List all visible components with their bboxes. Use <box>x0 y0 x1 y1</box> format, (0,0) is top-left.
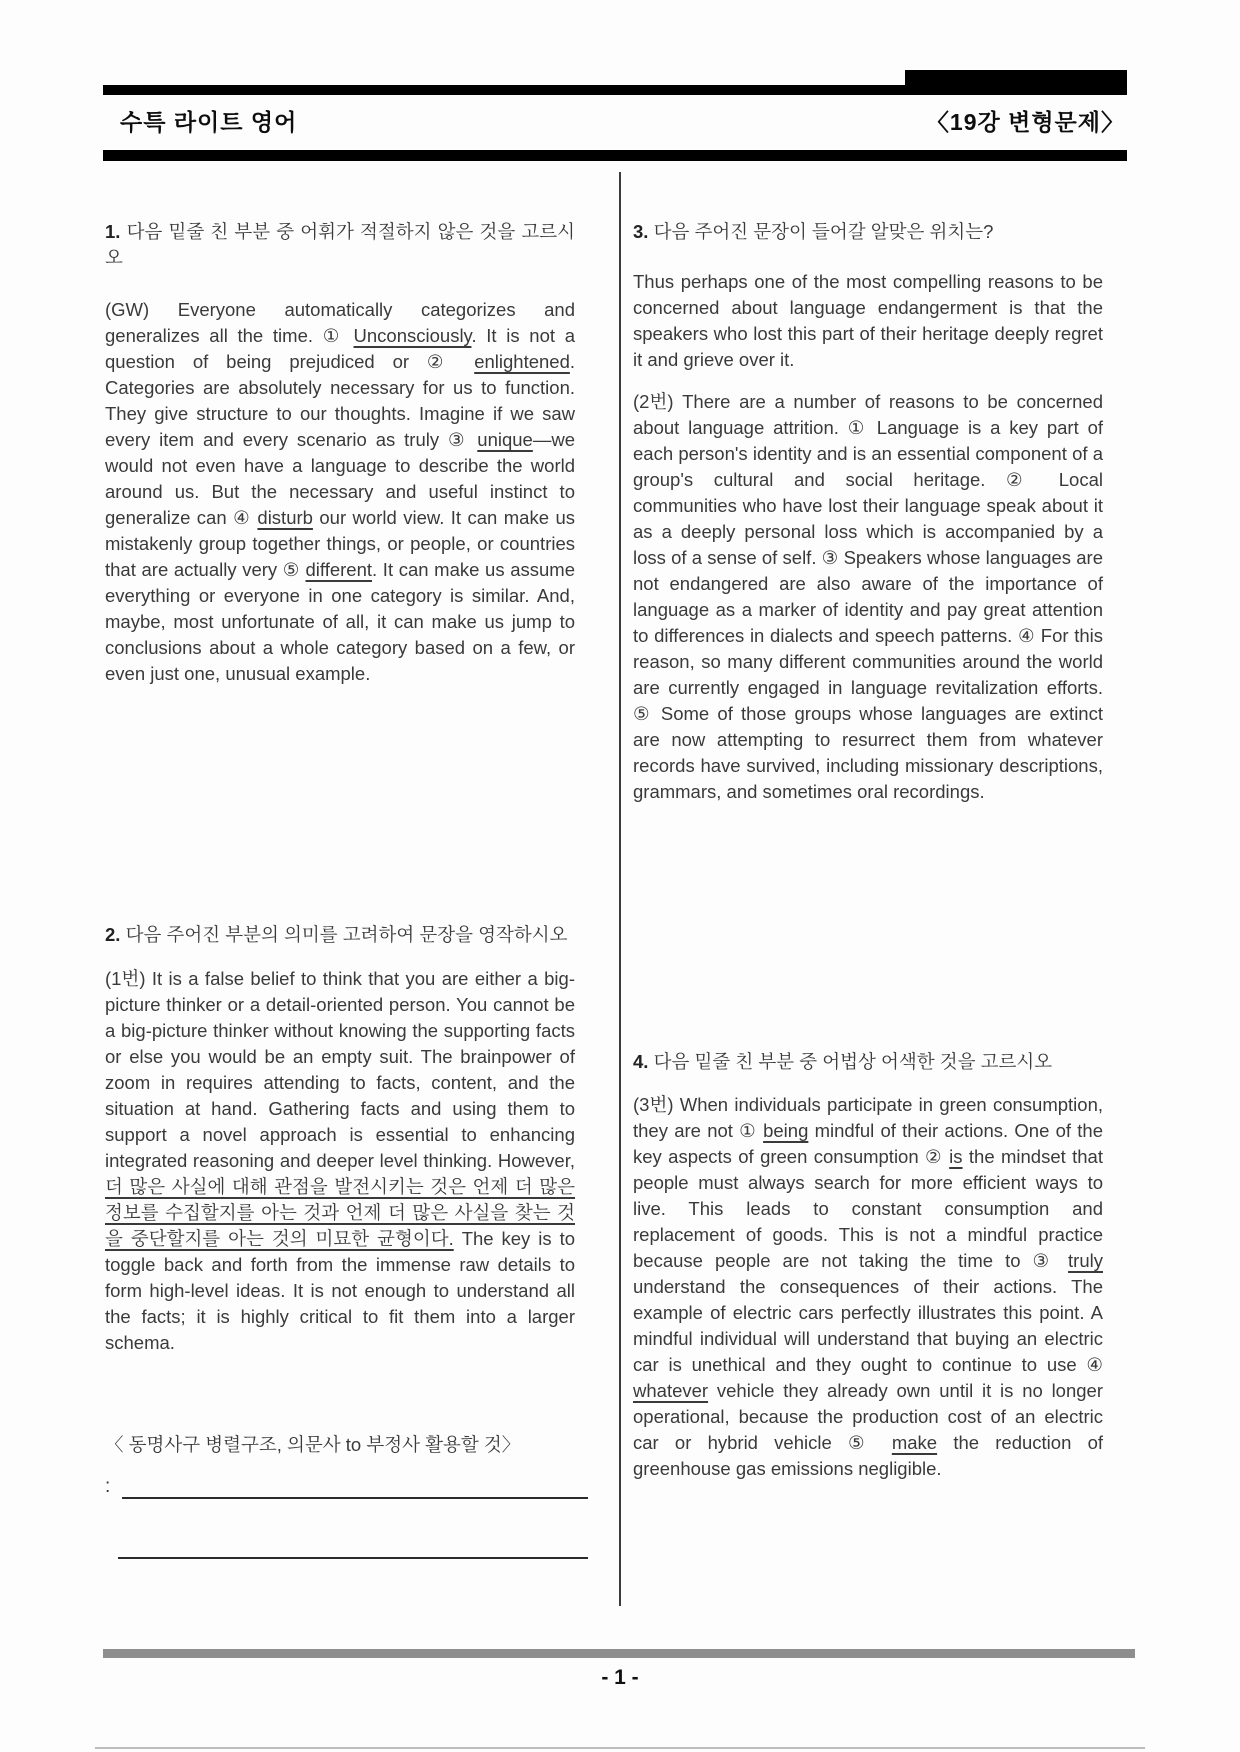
question-2-title <box>105 922 575 948</box>
text-segment: understand the consequences of their actions. The example of electric cars perfectly illustrates this point. A mindful individual will understand that buying an electric car is unethical and they ought to continue to use ④ <box>633 1275 1103 1375</box>
question-2-prompt: 다음 주어진 부분의 의미를 고려하여 문장을 영작하시오 <box>125 923 568 945</box>
text-segment: vehicle they already own until it is no longer operational, because the production cost of an electric car or hybrid vehicle ⑤ <box>633 1379 1103 1453</box>
underlined-segment: 더 많은 사실에 대해 관점을 발전시키는 것은 언제 더 많은 정보를 수집할지를 아는 것과 언제 더 많은 사실을 찾는 것을 중단할지를 아는 것의 미묘한 균형이다. <box>105 1175 575 1249</box>
text-segment: —we would not even have a language to describe the world around us. But the necessary and useful instinct to generalize can ④ <box>105 428 575 528</box>
underlined-segment: different <box>305 558 373 580</box>
answer-row-2 <box>105 1533 588 1559</box>
course-title: 수특 라이트 영어 <box>120 109 298 135</box>
question-2-passage <box>105 966 575 1356</box>
answer-row-1 <box>105 1473 588 1499</box>
header-bottom-rule <box>103 150 1127 161</box>
text-segment: (3번) When individuals participate in green consumption, they are not ① <box>633 1093 1103 1141</box>
question-2-number: 2. <box>105 923 121 945</box>
footer-bar <box>103 1649 1135 1658</box>
text-segment: the reduction of greenhouse gas emissions negligible. <box>633 1431 1103 1479</box>
text-segment: (1번) It is a false belief to think that you are either a big-picture thinker or a detail-oriented person. You cannot be a big-picture thinker without knowing the supporting facts or else you would be an empty suit. The brainpower of zoom in requires attending to facts, content, and the situation at hand. Gathering facts and using them to support a novel approach is essential to enhancing integrated reasoning and deeper level thinking. However, <box>105 967 575 1171</box>
text-segment: the mindset that people must always search for more efficient ways to live. This leads to constant consumption and replacement of goods. This is not a mindful practice because people are not taking the time to ③ <box>633 1145 1103 1271</box>
underlined-segment: Unconsciously <box>353 324 472 346</box>
text-segment: our world view. It can make us mistakenly group together things, or people, or countries that are actually very ⑤ <box>105 506 575 580</box>
text-segment: . It can make us assume everything or everyone in one category is similar. And, maybe, most unfortunate of all, it can make us jump to conclusions about a whole category based on a few, or even just one, unusual example. <box>105 558 575 684</box>
question-1-prompt: 다음 밑줄 친 부분 중 어휘가 적절하지 않은 것을 고르시오 <box>105 220 575 268</box>
section-title: 〈19강 변형문제〉 <box>925 109 1125 135</box>
text-segment: mindful of their actions. One of the key aspects of green consumption ② <box>633 1119 1103 1167</box>
text-segment: . Categories are absolutely necessary for us to function. They give structure to our thoughts. Imagine if we saw every item and every scenario as truly ③ <box>105 350 575 450</box>
underlined-segment: unique <box>477 428 533 450</box>
underlined-segment: enlightened <box>474 350 570 372</box>
page-bottom-edge <box>95 1747 1145 1749</box>
text-segment: . It is not a question of being prejudiced or ② <box>105 324 575 372</box>
page-number: - 1 - <box>601 1666 639 1689</box>
answer-blank-line-1 <box>122 1473 588 1499</box>
text-segment: The key is to toggle back and forth from the immense raw details to form high-level ideas. It is not enough to understand all the facts; it is highly critical to fit them into a larger schema. <box>105 1227 576 1353</box>
header-top-rule <box>103 85 1127 95</box>
question-3-passage <box>633 389 1103 805</box>
text-segment: (GW) Everyone automatically categorizes and generalizes all the time. ① <box>105 298 575 346</box>
question-4-passage <box>633 1092 1103 1482</box>
question-4-number: 4. <box>633 1050 649 1072</box>
question-3-given-sentence: Thus perhaps one of the most compelling reasons to be concerned about language endangerment is that the speakers who lost this part of their heritage deeply regret it and grieve over it. <box>633 270 1103 370</box>
underlined-segment: being <box>763 1119 809 1141</box>
question-3-number: 3. <box>633 220 649 242</box>
question-3-title <box>633 219 1103 245</box>
question-1-number: 1. <box>105 220 121 242</box>
question-4-title <box>633 1049 1103 1075</box>
underlined-segment: whatever <box>633 1379 709 1401</box>
question-2-constraint: 〈 동명사구 병렬구조, 의문사 to 부정사 활용할 것〉 <box>105 1433 521 1455</box>
column-divider <box>619 172 621 1606</box>
answer-colon: : <box>105 1476 111 1497</box>
underlined-segment: is <box>949 1145 963 1167</box>
header-corner-bar <box>905 70 1127 85</box>
answer-blank-line-2 <box>118 1533 588 1559</box>
question-4-prompt: 다음 밑줄 친 부분 중 어법상 어색한 것을 고르시오 <box>653 1050 1053 1072</box>
question-1-title <box>105 219 575 271</box>
question-1-passage <box>105 297 575 687</box>
text-segment: (2번) There are a number of reasons to be concerned about language attrition. ① Language is a key part of each person's identity and is an essential component of a group's cultural and social heritage. ② Local communities who have lost their language speak about it as a deeply personal loss which is accompanied by a loss of a sense of self. ③ Speakers whose languages are not endangered are also aware of the importance of language as a marker of identity and pay great attention to differences in dialects and speech patterns. ④ For this reason, so many different communities around the world are currently engaged in language revitalization efforts. ⑤ Some of those groups whose languages are extinct are now attempting to resurrect them from whatever records have survived, including missionary descriptions, grammars, and sometimes oral recordings. <box>633 390 1103 802</box>
underlined-segment: truly <box>1068 1249 1103 1271</box>
question-3-prompt: 다음 주어진 문장이 들어갈 알맞은 위치는? <box>653 220 994 242</box>
underlined-segment: disturb <box>257 506 313 528</box>
underlined-segment: make <box>891 1431 938 1453</box>
